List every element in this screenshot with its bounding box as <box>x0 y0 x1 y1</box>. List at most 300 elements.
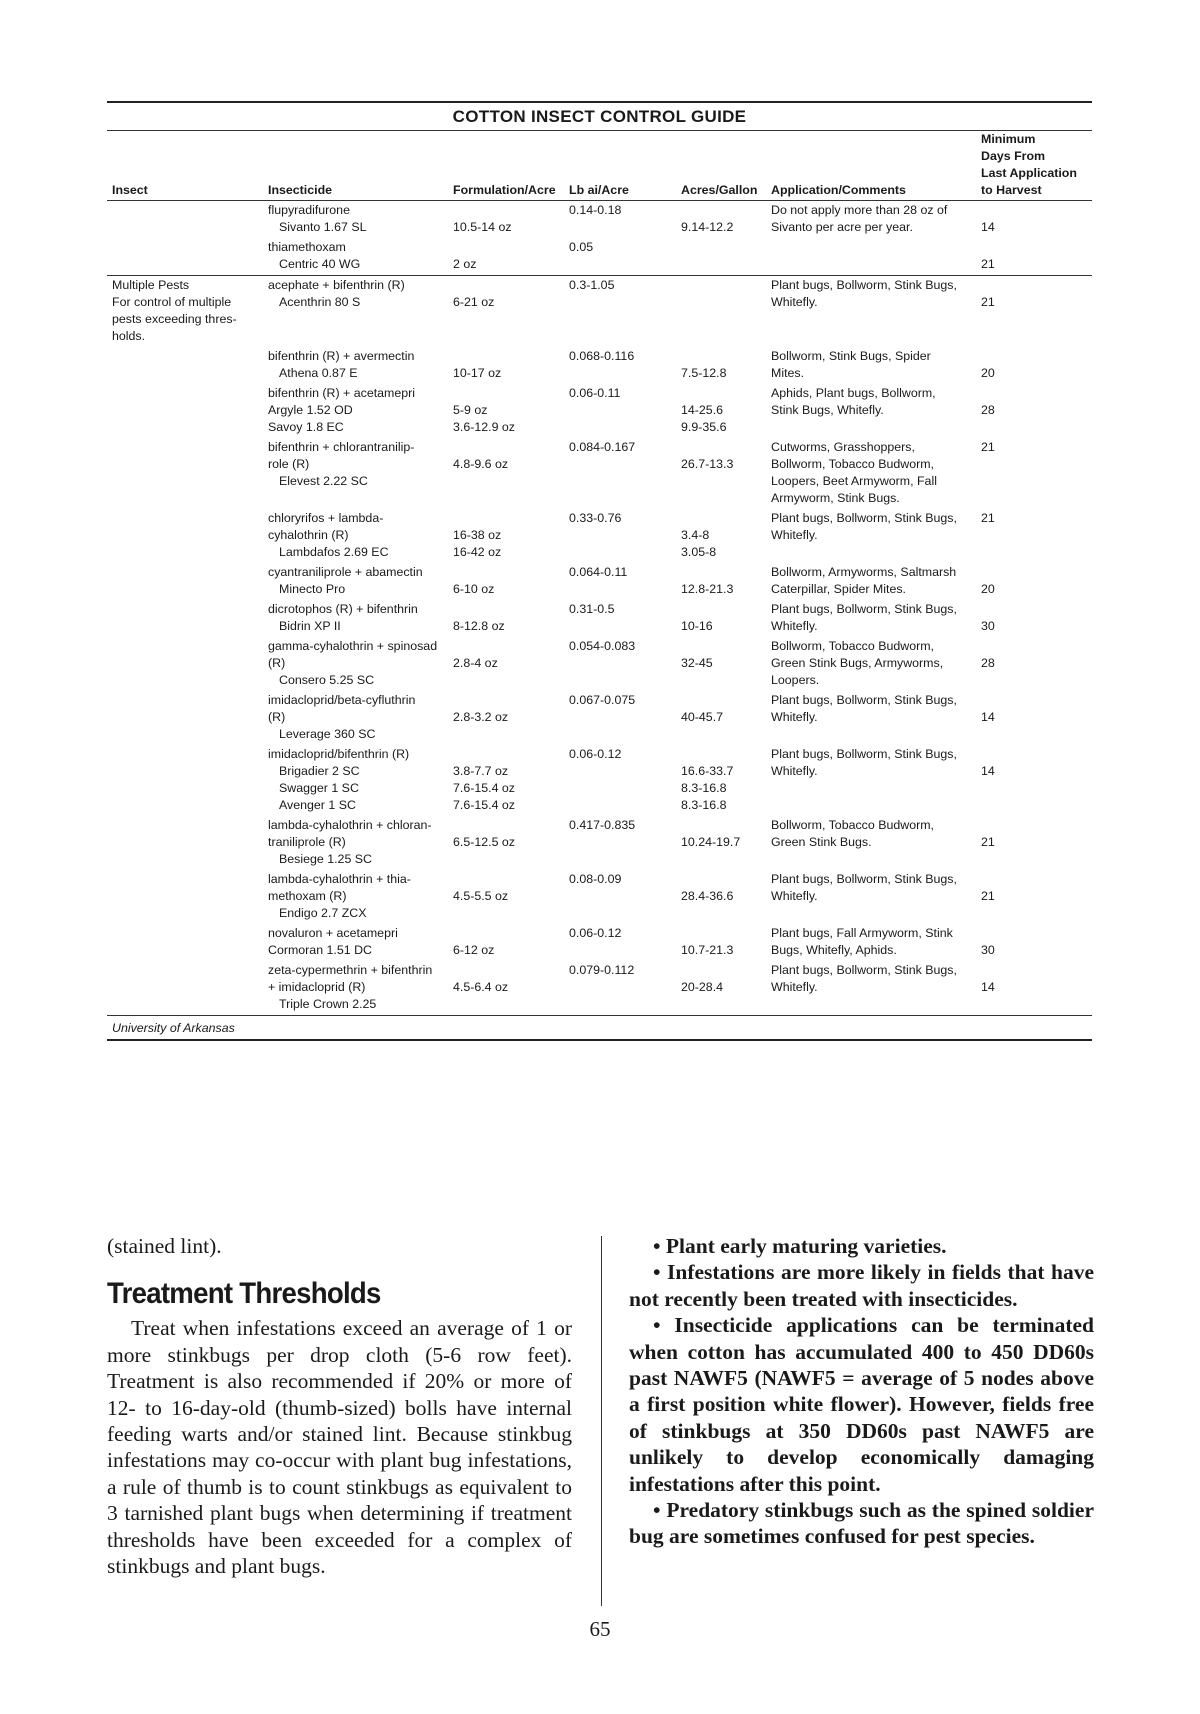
cell-line: gamma-cyhalothrin + spinosad <box>268 639 438 653</box>
cell-line <box>681 564 766 581</box>
cell-insect <box>107 924 263 961</box>
cell-line <box>681 601 766 618</box>
cell-line: Plant bugs, Bollworm, Stink Bugs, <box>771 278 957 292</box>
cell-lb-ai-acre <box>564 509 676 563</box>
table-row <box>107 438 1092 509</box>
cell-line: 21 <box>981 511 995 525</box>
cell-formulation <box>448 924 564 961</box>
cell-line: bifenthrin (R) + acetamepri <box>268 386 416 400</box>
cell-line <box>981 202 1092 219</box>
cell-line: (R) <box>268 656 286 670</box>
cell-line: Whitefly. <box>771 295 818 309</box>
cell-line: 6-12 oz <box>453 943 495 957</box>
cell-line <box>453 692 564 709</box>
cell-line: Bidrin XP II <box>279 619 341 633</box>
cell-line: 0.417-0.835 <box>569 818 636 832</box>
cell-line: 14 <box>981 980 995 994</box>
cell-line <box>681 510 766 527</box>
cell-line <box>981 239 1092 256</box>
cell-line: 3.4-8 <box>681 528 710 542</box>
cell-line: 20-28.4 <box>681 980 724 994</box>
cell-line: Argyle 1.52 OD <box>268 403 353 417</box>
cell-acres-gallon <box>676 384 766 438</box>
cell-line: Stink Bugs, Whitefly. <box>771 403 884 417</box>
cell-line: Plant bugs, Bollworm, Stink Bugs, <box>771 747 957 761</box>
cell-insect <box>107 509 263 563</box>
cell-line: traniliprole (R) <box>268 835 346 849</box>
cell-formulation <box>448 509 564 563</box>
cell-line: 2.8-4 oz <box>453 656 498 670</box>
cell-days-harvest <box>976 745 1092 816</box>
cell-line: 10.5-14 oz <box>453 220 512 234</box>
cell-line: 0.064-0.11 <box>569 565 628 579</box>
cell-application <box>766 563 976 600</box>
bullet-item: • Predatory stinkbugs such as the spined soldier bug are sometimes confused for pest species. <box>629 1498 1094 1549</box>
cell-line: Savoy 1.8 EC <box>268 420 344 434</box>
cell-line: Mites. <box>771 366 805 380</box>
cell-insecticide <box>263 438 448 509</box>
cell-line: 0.3-1.05 <box>569 278 615 292</box>
cell-insecticide <box>263 384 448 438</box>
cell-insect <box>107 238 263 276</box>
cell-formulation <box>448 600 564 637</box>
cell-insecticide <box>263 870 448 924</box>
cell-line: 6-21 oz <box>453 295 495 309</box>
cell-line <box>453 348 564 365</box>
table-row <box>107 637 1092 691</box>
cell-days-harvest <box>976 238 1092 276</box>
cell-line <box>453 385 564 402</box>
cell-application <box>766 600 976 637</box>
cell-line: 8.3-16.8 <box>681 781 727 795</box>
header-insect: Insect <box>112 183 148 197</box>
cell-formulation <box>448 238 564 276</box>
table-row <box>107 238 1092 276</box>
cell-lb-ai-acre <box>564 870 676 924</box>
cell-line: 14 <box>981 764 995 778</box>
cell-line <box>681 385 766 402</box>
cell-insect <box>107 347 263 384</box>
cell-line <box>681 746 766 763</box>
cell-line <box>681 962 766 979</box>
cell-lb-ai-acre <box>564 924 676 961</box>
cell-line: 28 <box>981 403 995 417</box>
cell-line: Whitefly. <box>771 889 818 903</box>
cell-line: 5-9 oz <box>453 403 488 417</box>
cell-acres-gallon <box>676 509 766 563</box>
cell-formulation <box>448 276 564 348</box>
cell-line: 6.5-12.5 oz <box>453 835 515 849</box>
cell-insect <box>107 691 263 745</box>
cell-formulation <box>448 745 564 816</box>
cell-application <box>766 509 976 563</box>
threshold-paragraph: Treat when infestations exceed an average of 1 or more stinkbugs per drop cloth (5-6 row feet). Treatment is also recommended if 20% or more of 12- to 16-day-old (thumb-sized) bolls have internal feeding warts and/or stained lint. Because stinkbug infestations may co-occur with plant bug infestations, a rule of thumb is to count stinkbugs as equivalent to 3 tarnished plant bugs when determining if treatment thresholds have been exceeded for a complex of stinkbugs and plant bugs. <box>107 1316 572 1579</box>
cell-line: Caterpillar, Spider Mites. <box>771 582 906 596</box>
cell-days-harvest <box>976 691 1092 745</box>
table-row <box>107 816 1092 870</box>
cell-line: 14 <box>981 710 995 724</box>
cell-line: Bollworm, Tobacco Budworm, <box>771 639 934 653</box>
cell-line: Green Stink Bugs. <box>771 835 872 849</box>
table-body <box>107 201 1092 1016</box>
cell-line: 10.24-19.7 <box>681 835 741 849</box>
cell-line: 20 <box>981 582 995 596</box>
cell-line: 28 <box>981 656 995 670</box>
cell-lb-ai-acre <box>564 961 676 1015</box>
cell-line: thiamethoxam <box>268 240 346 254</box>
cell-line: 16.6-33.7 <box>681 764 734 778</box>
cell-insecticide <box>263 816 448 870</box>
table-bottom-rule <box>107 1039 1092 1041</box>
cell-days-harvest <box>976 438 1092 509</box>
cell-insecticide <box>263 924 448 961</box>
cell-line: zeta-cypermethrin + bifenthrin <box>268 963 433 977</box>
table-header-row <box>107 131 1092 201</box>
cell-line: cyantraniliprole + abamectin <box>268 565 423 579</box>
cell-line: 10-16 <box>681 619 713 633</box>
cell-insect <box>107 637 263 691</box>
cell-days-harvest <box>976 870 1092 924</box>
cell-line: 4.8-9.6 oz <box>453 457 509 471</box>
cell-line: 0.06-0.12 <box>569 747 622 761</box>
cell-line <box>981 638 1092 655</box>
cell-line <box>453 925 564 942</box>
cell-line <box>681 439 766 456</box>
cell-line: Minecto Pro <box>279 582 346 596</box>
cell-line: dicrotophos (R) + bifenthrin <box>268 602 418 616</box>
cell-line: flupyradifurone <box>268 203 350 217</box>
cell-line <box>981 564 1092 581</box>
cell-application <box>766 347 976 384</box>
cell-line: 21 <box>981 295 995 309</box>
cell-line: 0.084-0.167 <box>569 440 636 454</box>
cell-days-harvest <box>976 600 1092 637</box>
cell-insect <box>107 816 263 870</box>
cell-line <box>981 385 1092 402</box>
cell-application <box>766 691 976 745</box>
cell-days-harvest <box>976 563 1092 600</box>
cell-application <box>766 637 976 691</box>
cell-line: 8-12.8 oz <box>453 619 505 633</box>
cell-formulation <box>448 201 564 239</box>
cell-line: cyhalothrin (R) <box>268 528 349 542</box>
header-application-comments: Application/Comments <box>771 183 906 197</box>
table-row <box>107 600 1092 637</box>
cell-days-harvest <box>976 816 1092 870</box>
header-days-line: Days From <box>981 149 1046 163</box>
cell-line: Armyworm, Stink Bugs. <box>771 491 900 505</box>
header-days-line: Minimum <box>981 132 1036 146</box>
cell-line: role (R) <box>268 457 310 471</box>
cell-insect <box>107 563 263 600</box>
cell-line <box>453 601 564 618</box>
cell-line: Elevest 2.22 SC <box>279 474 368 488</box>
bullet-item: • Infestations are more likely in fields that have not recently been treated with insecticides. <box>629 1260 1094 1311</box>
cell-insect <box>107 961 263 1015</box>
cell-line: Athena 0.87 E <box>279 366 358 380</box>
table-row <box>107 691 1092 745</box>
cell-line <box>681 638 766 655</box>
bullet-item: • Insecticide applications can be terminated when cotton has accumulated 400 to 450 DD60s past NAWF5 (NAWF5 = average of 5 nodes above a first position white flower). However, fields free of stinkbugs at 350 DD60s past NAWF5 are unlikely to develop economically damaging infestations after this point. <box>629 1313 1094 1496</box>
cell-acres-gallon <box>676 201 766 239</box>
cell-application <box>766 384 976 438</box>
cell-application <box>766 870 976 924</box>
cell-line: 21 <box>981 835 995 849</box>
cell-line: 0.054-0.083 <box>569 639 636 653</box>
cell-line: Do not apply more than 28 oz of <box>771 203 948 217</box>
header-acres-gallon: Acres/Gallon <box>681 183 758 197</box>
cell-line: holds. <box>112 329 146 343</box>
cell-line <box>453 817 564 834</box>
table-row <box>107 276 1092 348</box>
cell-lb-ai-acre <box>564 745 676 816</box>
cell-line: Plant bugs, Bollworm, Stink Bugs, <box>771 693 957 707</box>
cell-line: novaluron + acetamepri <box>268 926 398 940</box>
cell-line: lambda-cyhalothrin + chloran- <box>268 818 432 832</box>
cell-lb-ai-acre <box>564 238 676 276</box>
cell-line: 12.8-21.3 <box>681 582 734 596</box>
cell-line: 4.5-5.5 oz <box>453 889 509 903</box>
cell-lb-ai-acre <box>564 691 676 745</box>
cell-days-harvest <box>976 924 1092 961</box>
cell-line: 14 <box>981 220 995 234</box>
cell-line: Brigadier 2 SC <box>279 764 360 778</box>
cell-line: + imidacloprid (R) <box>268 980 366 994</box>
cell-insecticide <box>263 509 448 563</box>
cell-line <box>981 746 1092 763</box>
cell-line: Whitefly. <box>771 619 818 633</box>
cell-line: Multiple Pests <box>112 278 190 292</box>
cell-acres-gallon <box>676 276 766 348</box>
cell-line: 0.14-0.18 <box>569 203 622 217</box>
cell-line <box>681 817 766 834</box>
table-row <box>107 201 1092 239</box>
cell-line: For control of multiple <box>112 295 232 309</box>
cell-line: Bollworm, Armyworms, Saltmarsh <box>771 565 957 579</box>
cell-line: chloryrifos + lambda- <box>268 511 384 525</box>
cell-insecticide <box>263 276 448 348</box>
cell-line: Besiege 1.25 SC <box>279 852 372 866</box>
cell-line: 7.6-15.4 oz <box>453 798 515 812</box>
cell-line <box>453 746 564 763</box>
cell-line: bifenthrin (R) + avermectin <box>268 349 415 363</box>
cell-lb-ai-acre <box>564 563 676 600</box>
cell-line: 8.3-16.8 <box>681 798 727 812</box>
cotton-insect-control-guide <box>107 101 1092 1041</box>
cell-application <box>766 924 976 961</box>
cell-days-harvest <box>976 509 1092 563</box>
cell-formulation <box>448 637 564 691</box>
cell-line: 0.079-0.112 <box>569 963 635 977</box>
cell-lb-ai-acre <box>564 438 676 509</box>
right-text-column <box>629 1233 1094 1550</box>
cell-line: 21 <box>981 257 995 271</box>
cell-insecticide <box>263 563 448 600</box>
cell-line <box>453 277 564 294</box>
cell-acres-gallon <box>676 563 766 600</box>
cell-lb-ai-acre <box>564 600 676 637</box>
cell-line: Leverage 360 SC <box>279 727 376 741</box>
cell-line: bifenthrin + chlorantranilip- <box>268 440 415 454</box>
cell-line <box>453 962 564 979</box>
cell-line: Triple Crown 2.25 <box>279 997 377 1011</box>
cell-line: Avenger 1 SC <box>279 798 356 812</box>
cell-insect <box>107 276 263 348</box>
cell-insecticide <box>263 691 448 745</box>
cell-line: Cutworms, Grasshoppers, <box>771 440 915 454</box>
cell-application <box>766 438 976 509</box>
cell-line: 30 <box>981 943 995 957</box>
table-title: COTTON INSECT CONTROL GUIDE <box>452 107 747 126</box>
cell-line: Bugs, Whitefly, Aphids. <box>771 943 897 957</box>
cell-lb-ai-acre <box>564 384 676 438</box>
cell-acres-gallon <box>676 691 766 745</box>
cell-insecticide <box>263 745 448 816</box>
cell-insecticide <box>263 201 448 239</box>
cell-days-harvest <box>976 201 1092 239</box>
cell-line: Cormoran 1.51 DC <box>268 943 372 957</box>
cell-insecticide <box>263 238 448 276</box>
cell-line: 7.5-12.8 <box>681 366 727 380</box>
cell-line: pests exceeding thres- <box>112 312 237 326</box>
table-row <box>107 745 1092 816</box>
cell-line: 9.9-35.6 <box>681 420 727 434</box>
cell-line: 26.7-13.3 <box>681 457 734 471</box>
column-divider <box>601 1236 602 1606</box>
cell-acres-gallon <box>676 637 766 691</box>
cell-line: 0.08-0.09 <box>569 872 622 886</box>
cell-line: Whitefly. <box>771 764 818 778</box>
cell-line: 0.33-0.76 <box>569 511 622 525</box>
cell-line <box>681 925 766 942</box>
header-days-line: to Harvest <box>981 183 1042 197</box>
cell-line: 40-45.7 <box>681 710 724 724</box>
cell-line: Centric 40 WG <box>279 257 361 271</box>
cell-line: Swagger 1 SC <box>279 781 359 795</box>
cell-line: Lambdafos 2.69 EC <box>279 545 389 559</box>
cell-line: 30 <box>981 619 995 633</box>
cell-line: 3.05-8 <box>681 545 717 559</box>
cell-application <box>766 816 976 870</box>
cell-line: Loopers. <box>771 673 820 687</box>
cell-line: 7.6-15.4 oz <box>453 781 515 795</box>
cell-acres-gallon <box>676 438 766 509</box>
cell-line: Plant bugs, Bollworm, Stink Bugs, <box>771 872 957 886</box>
cell-line: 32-45 <box>681 656 713 670</box>
cell-line: 2.8-3.2 oz <box>453 710 509 724</box>
cell-line: Sivanto 1.67 SL <box>279 220 367 234</box>
cell-line: Whitefly. <box>771 528 818 542</box>
cell-line <box>981 601 1092 618</box>
left-lead-text: (stained lint). <box>107 1234 222 1258</box>
cell-line <box>981 871 1092 888</box>
cell-line: Endigo 2.7 ZCX <box>279 906 367 920</box>
cell-insect <box>107 600 263 637</box>
cell-insect <box>107 384 263 438</box>
table-row <box>107 961 1092 1015</box>
cell-line: 2 oz <box>453 257 477 271</box>
cell-application <box>766 745 976 816</box>
table-row <box>107 924 1092 961</box>
cell-line: 0.06-0.11 <box>569 386 621 400</box>
cell-acres-gallon <box>676 924 766 961</box>
cell-line: 3.8-7.7 oz <box>453 764 509 778</box>
cell-line <box>981 277 1092 294</box>
cell-line: 0.068-0.116 <box>569 349 635 363</box>
cell-formulation <box>448 438 564 509</box>
cell-line: imidacloprid/beta-cyfluthrin <box>268 693 416 707</box>
cell-formulation <box>448 384 564 438</box>
cell-line: 20 <box>981 366 995 380</box>
header-lb-ai-acre: Lb ai/Acre <box>569 183 629 197</box>
cell-acres-gallon <box>676 961 766 1015</box>
cell-formulation <box>448 347 564 384</box>
cell-insecticide <box>263 600 448 637</box>
cell-line <box>453 439 564 456</box>
cell-formulation <box>448 816 564 870</box>
cell-line: lambda-cyhalothrin + thia- <box>268 872 411 886</box>
cell-line: Bollworm, Tobacco Budworm, <box>771 818 934 832</box>
header-min-days-harvest <box>976 131 1092 201</box>
cell-line <box>681 871 766 888</box>
cell-line: Aphids, Plant bugs, Bollworm, <box>771 386 936 400</box>
cell-line <box>453 239 564 256</box>
cell-lb-ai-acre <box>564 201 676 239</box>
cell-line: Whitefly. <box>771 980 818 994</box>
cell-line <box>681 202 766 219</box>
cell-line: Bollworm, Stink Bugs, Spider <box>771 349 931 363</box>
cell-line: 0.067-0.075 <box>569 693 636 707</box>
cell-insecticide <box>263 961 448 1015</box>
cell-insecticide <box>263 637 448 691</box>
cell-line: 10.7-21.3 <box>681 943 734 957</box>
cell-line: 16-38 oz <box>453 528 502 542</box>
header-formulation: Formulation/Acre <box>453 183 556 197</box>
cell-line: Plant bugs, Bollworm, Stink Bugs, <box>771 602 957 616</box>
cell-formulation <box>448 563 564 600</box>
cell-application <box>766 201 976 239</box>
section-heading: Treatment Thresholds <box>107 1277 381 1311</box>
table-row <box>107 509 1092 563</box>
cell-lb-ai-acre <box>564 637 676 691</box>
cell-line: 0.06-0.12 <box>569 926 622 940</box>
cell-formulation <box>448 870 564 924</box>
cell-line <box>681 692 766 709</box>
cell-application <box>766 238 976 276</box>
cell-formulation <box>448 961 564 1015</box>
header-days-line: Last Application <box>981 166 1077 180</box>
cell-line: 0.05 <box>569 240 594 254</box>
cell-line: Sivanto per acre per year. <box>771 220 913 234</box>
table-row <box>107 870 1092 924</box>
left-text-column <box>107 1233 572 1579</box>
cell-line: Acenthrin 80 S <box>279 295 361 309</box>
table-row <box>107 347 1092 384</box>
cell-line: 16-42 oz <box>453 545 502 559</box>
cell-line: 6-10 oz <box>453 582 495 596</box>
cell-line: Loopers, Beet Armyworm, Fall <box>771 474 937 488</box>
cell-acres-gallon <box>676 745 766 816</box>
cell-line: 14-25.6 <box>681 403 724 417</box>
cell-line <box>453 510 564 527</box>
cell-line: (R) <box>268 710 286 724</box>
cell-days-harvest <box>976 961 1092 1015</box>
cell-days-harvest <box>976 347 1092 384</box>
cell-line <box>981 962 1092 979</box>
table-footer-source: University of Arkansas <box>107 1015 1092 1039</box>
cell-line: 3.6-12.9 oz <box>453 420 515 434</box>
cell-line: 21 <box>981 889 995 903</box>
